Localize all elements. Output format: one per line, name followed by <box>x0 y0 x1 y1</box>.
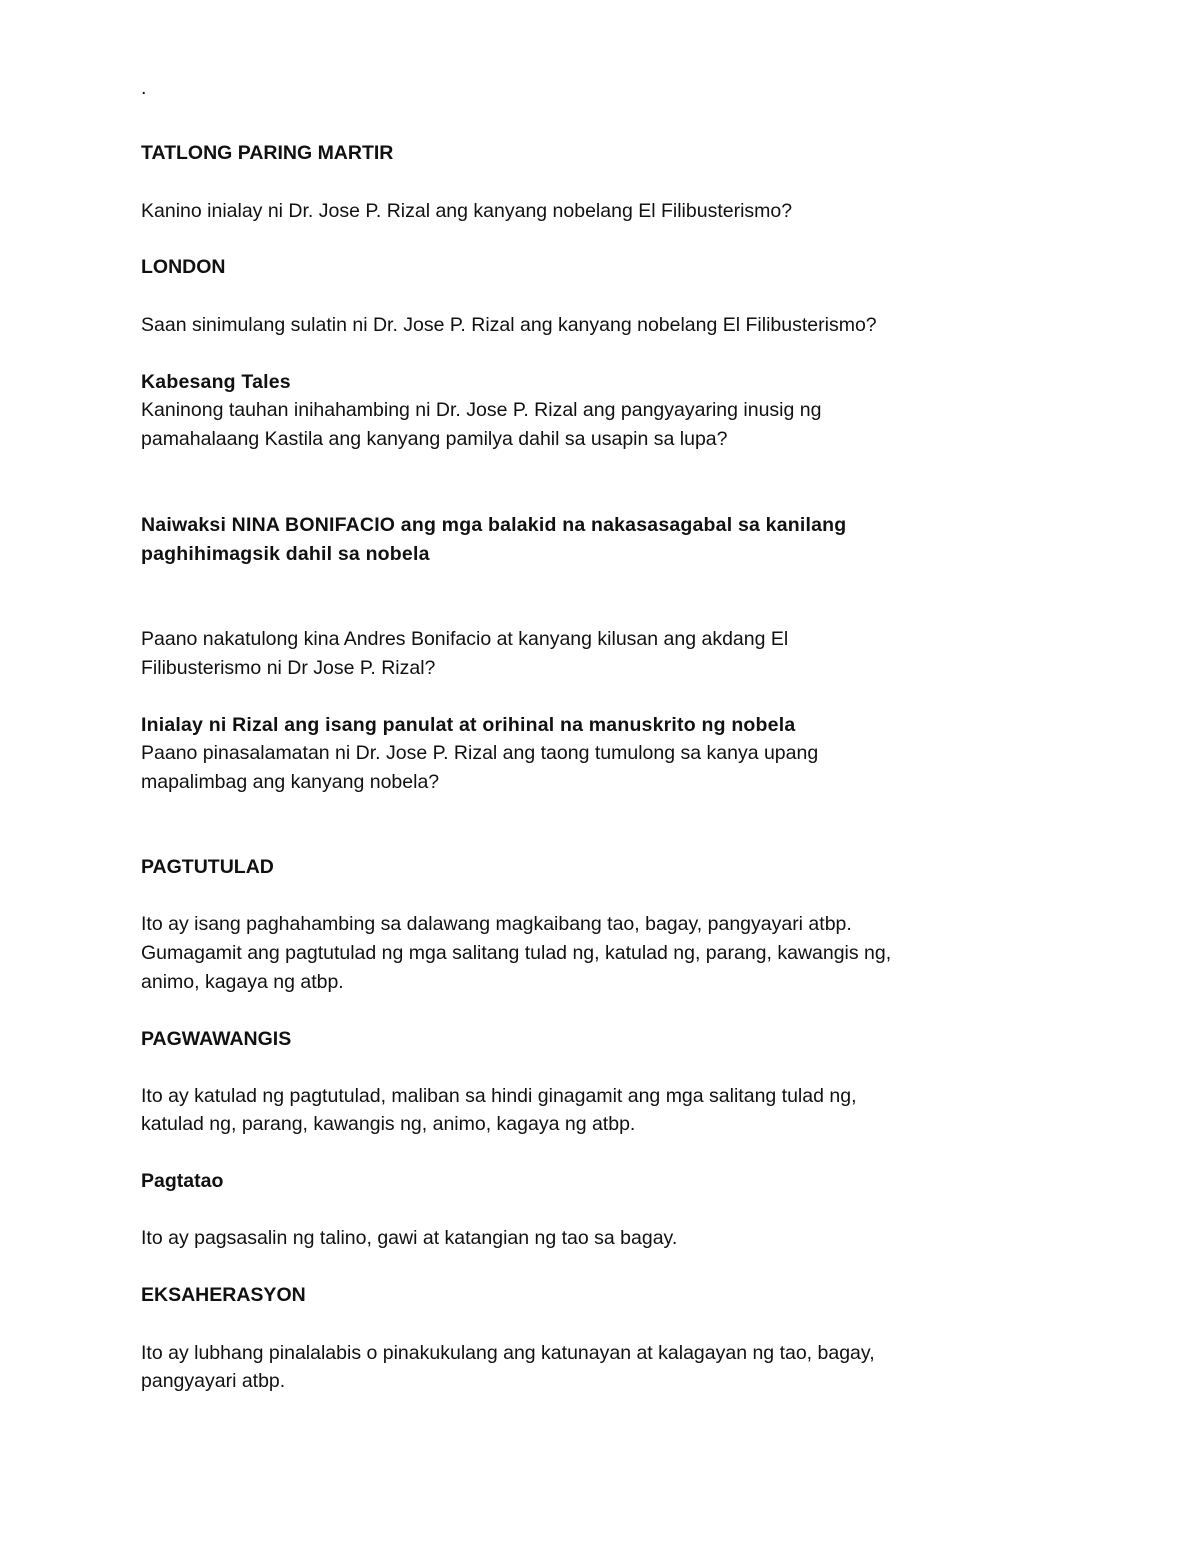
leading-dot: . <box>141 77 147 99</box>
answer-naiwaksi-line-2: paghihimagsik dahil sa nobela <box>141 543 430 565</box>
question-pinasalamatan-line-1: Paano pinasalamatan ni Dr. Jose P. Rizal ang taong tumulong sa kanya upang <box>141 742 819 764</box>
answer-london: LONDON <box>141 256 226 278</box>
pagtutulad-line-3: animo, kagaya ng atbp. <box>141 971 344 993</box>
pagwawangis-line-1: Ito ay katulad ng pagtutulad, maliban sa hindi ginagamit ang mga salitang tulad ng, <box>141 1085 857 1107</box>
eksaherasyon-line-2: pangyayari atbp. <box>141 1370 286 1392</box>
heading-pagtatao: Pagtatao <box>141 1170 224 1192</box>
pagtutulad-line-1: Ito ay isang paghahambing sa dalawang magkaibang tao, bagay, pangyayari atbp. <box>141 913 852 935</box>
eksaherasyon-line-1: Ito ay lubhang pinalalabis o pinakukulang ang katunayan at kalagayan ng tao, bagay, <box>141 1342 875 1364</box>
answer-inialay-panulat: Inialay ni Rizal ang isang panulat at orihinal na manuskrito ng nobela <box>141 714 796 736</box>
question-inialay: Kanino inialay ni Dr. Jose P. Rizal ang kanyang nobelang El Filibusterismo? <box>141 200 793 222</box>
question-tauhan-line-2: pamahalaang Kastila ang kanyang pamilya dahil sa usapin sa lupa? <box>141 428 728 450</box>
question-pinasalamatan-line-2: mapalimbag ang kanyang nobela? <box>141 771 440 793</box>
answer-naiwaksi-line-1: Naiwaksi NINA BONIFACIO ang mga balakid na nakasasagabal sa kanilang <box>141 514 847 536</box>
pagwawangis-line-2: katulad ng, parang, kawangis ng, animo, kagaya ng atbp. <box>141 1113 636 1135</box>
heading-pagwawangis: PAGWAWANGIS <box>141 1028 292 1050</box>
answer-tatlong-paring-martir: TATLONG PARING MARTIR <box>141 142 394 164</box>
heading-eksaherasyon: EKSAHERASYON <box>141 1284 306 1306</box>
pagtutulad-line-2: Gumagamit ang pagtutulad ng mga salitang tulad ng, katulad ng, parang, kawangis ng, <box>141 942 892 964</box>
question-nakatulong-line-1: Paano nakatulong kina Andres Bonifacio at kanyang kilusan ang akdang El <box>141 628 789 650</box>
answer-kabesang-tales: Kabesang Tales <box>141 371 291 393</box>
question-tauhan-line-1: Kaninong tauhan inihahambing ni Dr. Jose P. Rizal ang pangyayaring inusig ng <box>141 399 822 421</box>
heading-pagtutulad: PAGTUTULAD <box>141 856 274 878</box>
question-nakatulong-line-2: Filibusterismo ni Dr Jose P. Rizal? <box>141 657 436 679</box>
question-sinimulang-sulatin: Saan sinimulang sulatin ni Dr. Jose P. Rizal ang kanyang nobelang El Filibusterismo? <box>141 314 877 336</box>
pagtatao-line-1: Ito ay pagsasalin ng talino, gawi at katangian ng tao sa bagay. <box>141 1227 678 1249</box>
